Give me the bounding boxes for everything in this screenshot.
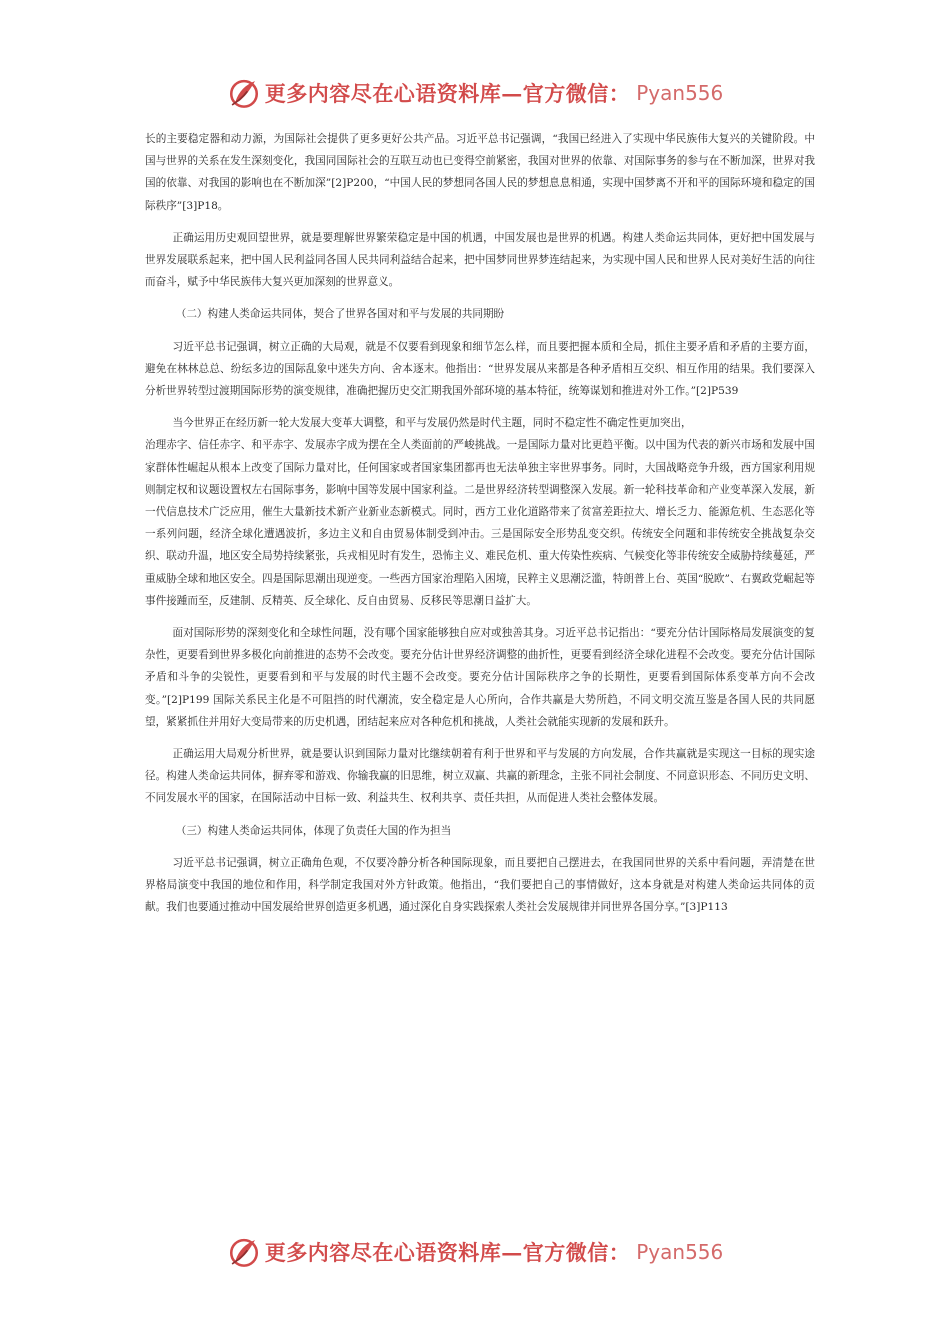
paragraph-5: 面对国际形势的深刻变化和全球性问题，没有哪个国家能够独自应对或独善其身。习近平总书记指出：“要充分估计国际格局发展演变的复杂性，更要看到世界多极化向前推进的态势不会改变。要充分估计世界经济调整的曲折性，更要看到经济全球化进程不会改变。要充分估计国际矛盾和斗争的尖锐性，更要看到和平与发展的时代主题不会改变。要充分估计国际秩序之争的长期性，更要看到国际体系变革方向不会改变。”[2]P199 国际关系民主化是不可阻挡的时代潮流，安全稳定是人心所向，合作共赢是大势所趋，不同文明交流互鉴是各国人民的共同愿望，紧紧抓住并用好大变局带来的历史机遇，团结起来应对各种危机和挑战，人类社会就能实现新的发展和跃升。 (145, 627, 815, 728)
banner-text: 更多内容尽在心语资料库—官方微信： (264, 81, 631, 106)
paragraph-4-rest: 治理赤字、信任赤字、和平赤字、发展赤字成为摆在全人类面前的严峻挑战。一是国际力量对比更趋平衡。以中国为代表的新兴市场和发展中国家群体性崛起从根本上改变了国际力量对比，任何国家或者国家集团都再也无法单独主宰世界事务。同时，大国战略竞争升级，西方国家利用规则制定权和议题设置权左右国际事务，影响中国等发展中国家利益。二是世界经济转型调整深入发展。新一轮科技革命和产业变革深入发展，新一代信息技术广泛应用，催生大量新技术新产业新业态新模式。同时，西方工业化道路带来了贫富差距拉大、增长乏力、能源危机、生态恶化等一系列问题，经济全球化遭遇波折，多边主义和自由贸易体制受到冲击。三是国际安全形势乱变交织。传统安全问题和非传统安全挑战复杂交织、联动升温，地区安全局势持续紧张，兵戎相见时有发生，恐怖主义、难民危机、重大传染性疾病、气候变化等非传统安全威胁持续蔓延，严重威胁全球和地区安全。四是国际思潮出现逆变。一些西方国家治理陷入困境，民粹主义思潮泛滥，特朗普上台、英国“脱欧”、右翼政党崛起等事件接踵而至，反建制、反精英、反全球化、反自由贸易、反移民等思潮日益扩大。 (145, 439, 815, 607)
paragraph-1: 长的主要稳定器和动力源，为国际社会提供了更多更好公共产品。习近平总书记强调，“我国已经进入了实现中华民族伟大复兴的关键阶段。中国与世界的关系在发生深刻变化，我国同国际社会的互联互动也已变得空前紧密，我国对世界的依靠、对国际事务的参与在不断加深，世界对我国的依靠、对我国的影响也在不断加深”[2]P200，“中国人民的梦想同各国人民的梦想息息相通，实现中国梦离不开和平的国际环境和稳定的国际秩序”[3]P18。 (145, 133, 815, 212)
paragraph-4 (145, 412, 815, 612)
paragraph-2: 正确运用历史观回望世界，就是要理解世界繁荣稳定是中国的机遇，中国发展也是世界的机遇。构建人类命运共同体，更好把中国发展与世界发展联系起来，把中国人民利益同各国人民共同利益结合起来，把中国梦同世界梦连结起来，为实现中国人民和世界人民对美好生活的向往而奋斗，赋予中华民族伟大复兴更加深刻的世界意义。 (145, 231, 815, 289)
leaf-flame-logo-icon (227, 1235, 261, 1269)
paragraph-3: 习近平总书记强调，树立正确的大局观，就是不仅要看到现象和细节怎么样，而且要把握本质和全局，抓住主要矛盾和矛盾的主要方面，避免在林林总总、纷纭多边的国际乱象中迷失方向、舍本逐末。他指出：“世界发展从来都是各种矛盾相互交织、相互作用的结果。我们要深入分析世界转型过渡期国际形势的演变规律，准确把握历史交汇期我国外部环境的基本特征，统筹谋划和推进对外工作。”[2]P539 (145, 340, 815, 398)
paragraph-4-first-line: 当今世界正在经历新一轮大发展大变革大调整，和平与发展仍然是时代主题，同时不稳定性不确定性更加突出， (172, 417, 692, 430)
footer-watermark-banner (0, 1232, 950, 1272)
section-heading-2: （二）构建人类命运共同体，契合了世界各国对和平与发展的共同期盼 (175, 308, 505, 321)
paragraph-6: 正确运用大局观分析世界，就是要认识到国际力量对比继续朝着有利于世界和平与发展的方向发展，合作共赢就是实现这一目标的现实途径。构建人类命运共同体，摒弃零和游戏、你输我赢的旧思维，树立双赢、共赢的新理念，主张不同社会制度、不同意识形态、不同历史文明、不同发展水平的国家，在国际活动中目标一致、利益共生、权利共享、责任共担，从而促进人类社会整体发展。 (145, 748, 815, 805)
banner-text: 更多内容尽在心语资料库—官方微信： (264, 1240, 631, 1265)
banner-wechat-id: Pyan556 (636, 81, 724, 105)
banner-wechat-id: Pyan556 (636, 1240, 724, 1264)
document-body (145, 128, 815, 929)
section-heading-3: （三）构建人类命运共同体，体现了负责任大国的作为担当 (175, 824, 452, 837)
header-watermark-banner (0, 73, 950, 113)
leaf-flame-logo-icon (227, 76, 261, 110)
paragraph-7: 习近平总书记强调，树立正确角色观，不仅要冷静分析各种国际现象，而且要把自己摆进去，在我国同世界的关系中看问题，弄清楚在世界格局演变中我国的地位和作用，科学制定我国对外方针政策。他指出，“我们要把自己的事情做好，这本身就是对构建人类命运共同体的贡献。我们也要通过推动中国发展给世界创造更多机遇，通过深化自身实践探索人类社会发展规律并同世界各国分享。”[3]P113 (145, 856, 815, 914)
